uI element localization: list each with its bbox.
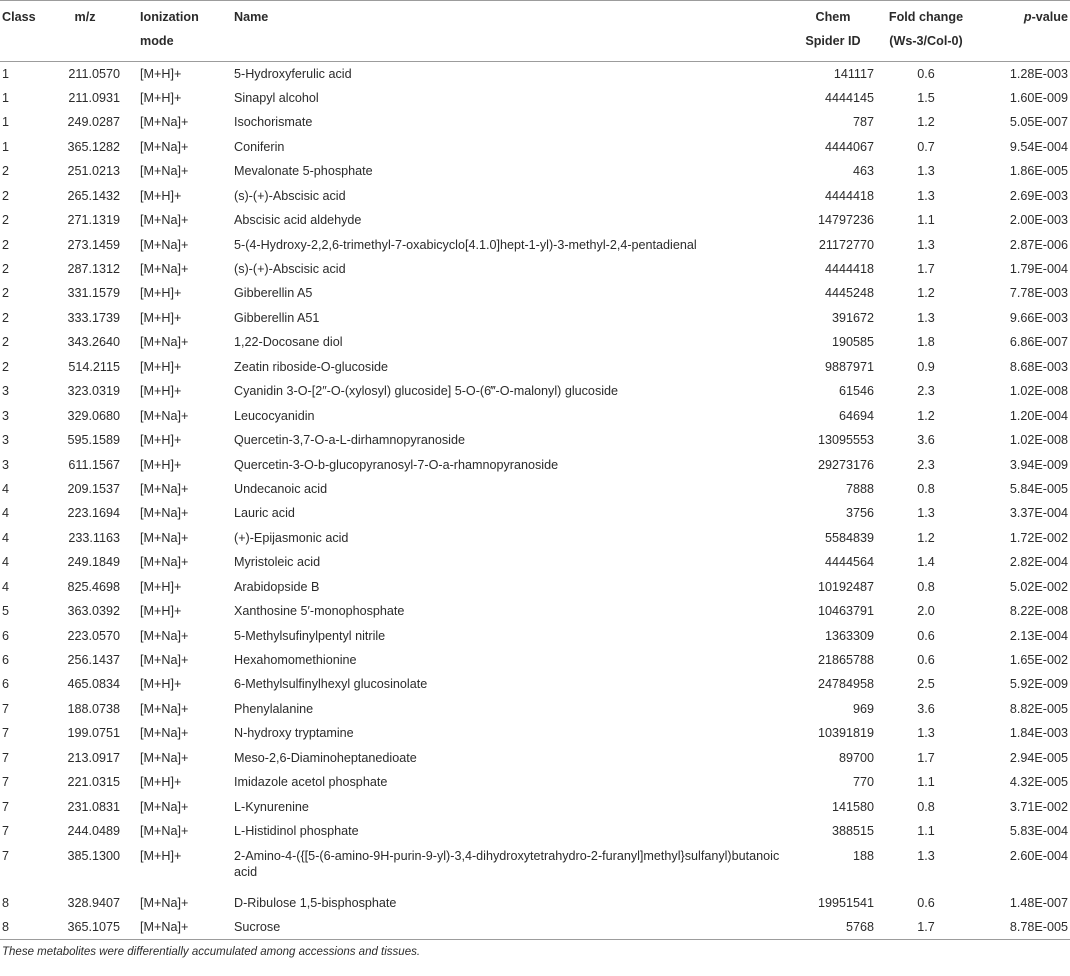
cell-ionization-mode: [M+H]+ [140, 775, 182, 790]
table-row [0, 795, 1070, 819]
cell-fold-change: 0.9 [917, 359, 935, 374]
cell-ionization-mode: [M+H]+ [140, 604, 182, 619]
cell-fold-change: 2.3 [917, 384, 935, 399]
cell-name: Sucrose [226, 915, 788, 939]
cell-chemspider-id: 89700 [838, 750, 874, 765]
cell-p-value: 1.02E-008 [1009, 384, 1068, 399]
table-row [0, 721, 1070, 745]
cell-class: 3 [2, 457, 10, 472]
cell-mz: 265.1432 [67, 188, 120, 203]
cell-mz: 363.0392 [67, 604, 120, 619]
cell-name: 1,22-Docosane diol [234, 335, 343, 350]
header-ionization-line1: Ionization [140, 10, 199, 24]
cell-class: 2 [2, 310, 10, 325]
cell-fold-change: 1.3 [917, 188, 935, 203]
cell-class: 4 [2, 506, 10, 521]
cell-p-value: 2.82E-004 [1009, 555, 1068, 570]
cell-chemspider-id: 388515 [831, 824, 874, 839]
cell-fold-change: 1.3 [917, 237, 935, 252]
cell-chemspider-id: 21172770 [818, 237, 874, 252]
table-row [0, 306, 1070, 330]
cell-mz: 333.1739 [67, 310, 120, 325]
cell-fold-change: 1.7 [917, 262, 935, 276]
cell-p-value: 1.48E-007 [1009, 895, 1068, 910]
cell-fold-change: 2.0 [917, 604, 935, 619]
cell-ionization-mode: [M+H]+ [140, 384, 182, 399]
cell-name: Cyanidin 3-O-[2″-O-(xylosyl) glucoside] 5-O-(6‴-O-malonyl) glucoside [234, 384, 619, 399]
cell-class: 1 [2, 115, 10, 130]
table-row [0, 672, 1070, 696]
cell-name: Quercetin-3-O-b-glucopyranosyl-7-O-a-rhamnopyranoside [234, 457, 559, 472]
cell-mz: 231.0831 [67, 799, 120, 814]
cell-ionization-mode: [M+Na]+ [140, 262, 189, 276]
cell-chemspider-id: 141580 [831, 799, 874, 814]
cell-fold-change: 3.6 [917, 433, 935, 448]
cell-fold-change: 3.6 [917, 701, 935, 716]
cell-fold-change: 1.7 [917, 750, 935, 765]
header-p-rest: -value [1031, 10, 1068, 24]
cell-p-value: 2.60E-004 [1009, 848, 1068, 863]
cell-chemspider-id: 463 [852, 164, 874, 179]
cell-ionization-mode: [M+Na]+ [140, 213, 189, 228]
cell-ionization-mode: [M+H]+ [140, 579, 182, 594]
cell-name: Myristoleic acid [234, 555, 321, 570]
table-row [0, 844, 1070, 891]
header-fold-change-line1: Fold change [888, 10, 964, 24]
cell-name: (s)-(+)-Abscisic acid [234, 262, 346, 276]
cell-p-value: 1.84E-003 [1009, 726, 1068, 741]
cell-chemspider-id: 4444067 [824, 139, 874, 154]
cell-chemspider-id: 5584839 [824, 530, 874, 545]
cell-fold-change: 1.1 [917, 213, 935, 228]
cell-name: 5-Methylsufinylpentyl nitrile [234, 628, 386, 643]
table-row [0, 819, 1070, 843]
cell-p-value: 1.60E-009 [1009, 90, 1068, 105]
table-row [0, 428, 1070, 452]
cell-p-value: 5.83E-004 [1009, 824, 1068, 839]
table-row [0, 281, 1070, 305]
cell-mz: 595.1589 [67, 433, 120, 448]
table-row [0, 599, 1070, 623]
cell-chemspider-id: 5768 [788, 915, 878, 939]
cell-p-value: 5.02E-002 [1009, 579, 1068, 594]
cell-chemspider-id: 24784958 [817, 677, 874, 692]
table-row [0, 697, 1070, 721]
cell-fold-change: 1.2 [917, 408, 935, 423]
table-row [0, 550, 1070, 574]
table-row [0, 110, 1070, 134]
header-fold-change-line2: (Ws-3/Col-0) [889, 34, 963, 48]
cell-chemspider-id: 969 [852, 701, 874, 716]
cell-class: 6 [2, 628, 10, 643]
cell-class: 7 [2, 799, 10, 814]
cell-class: 2 [2, 335, 10, 350]
cell-class: 2 [2, 237, 10, 252]
cell-name: Lauric acid [234, 506, 295, 521]
cell-chemspider-id: 188 [852, 848, 874, 863]
cell-chemspider-id: 4445248 [824, 286, 874, 301]
table-row [0, 526, 1070, 550]
cell-p-value: 1.79E-004 [1009, 262, 1068, 276]
cell-mz: 221.0315 [67, 775, 120, 790]
cell-mz: 251.0213 [67, 164, 120, 179]
cell-mz: 329.0680 [67, 408, 120, 423]
header-chemspider-id [788, 1, 878, 62]
cell-mz: 514.2115 [68, 359, 120, 374]
cell-fold-change: 0.8 [917, 579, 935, 594]
cell-chemspider-id: 10192487 [817, 579, 874, 594]
cell-p-value: 9.66E-003 [1009, 310, 1068, 325]
table-row [0, 233, 1070, 257]
cell-ionization-mode: [M+H]+ [140, 848, 182, 863]
cell-class: 2 [2, 164, 10, 179]
table-footnote: These metabolites were differentially accumulated among accessions and tissues. [2, 945, 421, 958]
cell-ionization-mode: [M+Na]+ [140, 895, 189, 910]
cell-class: 1 [2, 67, 10, 81]
cell-name: Gibberellin A51 [234, 310, 320, 325]
cell-chemspider-id: 190585 [831, 335, 874, 350]
cell-p-value: 2.87E-006 [1009, 237, 1068, 252]
table-row [0, 257, 1070, 281]
cell-ionization-mode: [M+H]+ [140, 359, 182, 374]
cell-name: Xanthosine 5′-monophosphate [234, 604, 405, 619]
cell-p-value: 1.02E-008 [1009, 433, 1068, 448]
cell-mz: 209.1537 [67, 481, 120, 496]
cell-class: 2 [2, 213, 10, 228]
table-row [0, 746, 1070, 770]
cell-p-value: 7.78E-003 [1009, 286, 1068, 301]
cell-ionization-mode: [M+Na]+ [140, 701, 189, 716]
table-row [0, 501, 1070, 525]
cell-fold-change: 1.2 [917, 115, 935, 130]
cell-p-value: 1.28E-003 [1009, 67, 1068, 81]
cell-chemspider-id: 7888 [845, 481, 874, 496]
cell-class: 4 [2, 530, 10, 545]
table-row [0, 575, 1070, 599]
cell-mz: 211.0570 [68, 67, 120, 81]
cell-mz: 343.2640 [67, 335, 120, 350]
cell-name: Arabidopside B [234, 579, 320, 594]
cell-p-value: 5.05E-007 [1009, 115, 1068, 130]
cell-name: L-Kynurenine [234, 799, 309, 814]
cell-ionization-mode: [M+H]+ [140, 433, 182, 448]
cell-name: Zeatin riboside-O-glucoside [234, 359, 388, 374]
table-row [0, 355, 1070, 379]
cell-fold-change: 1.3 [917, 726, 935, 741]
cell-fold-change: 2.3 [917, 457, 935, 472]
cell-class: 1 [2, 90, 10, 105]
header-ionization-mode [124, 1, 226, 62]
cell-fold-change: 0.6 [917, 653, 935, 667]
cell-chemspider-id: 19951541 [817, 895, 874, 910]
cell-fold-change: 1.2 [917, 530, 935, 545]
cell-ionization-mode: [M+H]+ [140, 67, 182, 81]
cell-p-value: 3.37E-004 [1009, 506, 1068, 521]
cell-chemspider-id: 3756 [845, 506, 874, 521]
table-row [0, 453, 1070, 477]
cell-mz: 465.0834 [67, 677, 120, 692]
cell-name: 5-Hydroxyferulic acid [234, 67, 352, 81]
cell-mz: 188.0738 [67, 701, 120, 716]
cell-class: 4 [2, 579, 10, 594]
header-chemspider-line2: Spider ID [805, 34, 861, 48]
cell-name: Isochorismate [234, 115, 313, 130]
header-chemspider-line1: Chem [815, 10, 851, 24]
cell-ionization-mode: [M+Na]+ [140, 628, 189, 643]
cell-p-value: 2.69E-003 [1009, 188, 1068, 203]
cell-ionization-mode: [M+Na]+ [140, 115, 189, 130]
table-row [0, 135, 1070, 159]
cell-name: N-hydroxy tryptamine [234, 726, 354, 741]
cell-class: 3 [2, 384, 10, 399]
cell-p-value: 4.32E-005 [1009, 775, 1068, 790]
cell-class: 4 [2, 555, 10, 570]
cell-ionization-mode: [M+H]+ [140, 310, 182, 325]
table-row [0, 159, 1070, 183]
header-name: Name [226, 1, 788, 62]
cell-name: Gibberellin A5 [234, 286, 313, 301]
header-fold-change [878, 1, 974, 62]
cell-ionization-mode: [M+H]+ [140, 457, 182, 472]
cell-mz: 365.1282 [67, 139, 120, 154]
table-row [0, 62, 1070, 86]
cell-class: 7 [2, 848, 10, 863]
cell-chemspider-id: 141117 [833, 67, 874, 81]
cell-name: Hexahomomethionine [234, 653, 357, 667]
cell-name: 5-(4-Hydroxy-2,2,6-trimethyl-7-oxabicyclo[4.1.0]hept-1-yl)-3-methyl-2,4-pentadienal [234, 237, 697, 252]
cell-mz: 611.1567 [68, 457, 120, 472]
cell-ionization-mode: [M+Na]+ [140, 726, 189, 741]
header-p-value [974, 1, 1070, 62]
cell-name: 2-Amino-4-({[5-(6-amino-9H-purin-9-yl)-3,4-dihydroxytetrahydro-2-furanyl]methyl}sulfanyl)butanoic acid [234, 848, 780, 879]
cell-name: Quercetin-3,7-O-a-L-dirhamnopyranoside [234, 433, 465, 448]
cell-name: Coniferin [234, 139, 285, 154]
header-mz: m/z [46, 1, 124, 62]
cell-p-value: 1.20E-004 [1009, 408, 1068, 423]
cell-ionization-mode: [M+Na]+ [140, 408, 189, 423]
cell-name: Imidazole acetol phosphate [234, 775, 388, 790]
cell-chemspider-id: 391672 [831, 310, 874, 325]
cell-ionization-mode: [M+H]+ [140, 90, 182, 105]
cell-mz: 365.1075 [46, 915, 124, 939]
cell-class: 3 [2, 433, 10, 448]
cell-ionization-mode: [M+Na]+ [140, 555, 189, 570]
cell-p-value: 1.72E-002 [1009, 530, 1068, 545]
cell-fold-change: 2.5 [917, 677, 935, 692]
cell-name: Meso-2,6-Diaminoheptanedioate [234, 750, 417, 765]
cell-mz: 331.1579 [67, 286, 120, 301]
cell-fold-change: 1.2 [917, 286, 935, 301]
cell-name: Leucocyanidin [234, 408, 315, 423]
cell-class: 1 [2, 139, 10, 154]
cell-ionization-mode: [M+Na]+ [140, 164, 189, 179]
cell-mz: 287.1312 [67, 262, 120, 276]
header-row [0, 1, 1070, 62]
cell-p-value: 6.86E-007 [1009, 335, 1068, 350]
cell-ionization-mode: [M+Na]+ [140, 335, 189, 350]
cell-class: 2 [2, 188, 10, 203]
cell-mz: 249.1849 [67, 555, 120, 570]
cell-ionization-mode: [M+Na]+ [140, 481, 189, 496]
table-row [0, 184, 1070, 208]
cell-ionization-mode: [M+Na]+ [140, 799, 189, 814]
cell-fold-change: 1.3 [917, 164, 935, 179]
cell-class: 7 [2, 726, 10, 741]
cell-mz: 199.0751 [67, 726, 120, 741]
cell-fold-change: 1.4 [917, 555, 935, 570]
cell-fold-change: 1.3 [917, 848, 935, 863]
cell-class: 6 [2, 653, 10, 667]
cell-p-value: 2.00E-003 [1009, 213, 1068, 228]
cell-p-value: 3.71E-002 [1009, 799, 1068, 814]
cell-chemspider-id: 4444418 [824, 262, 874, 276]
cell-class: 7 [2, 750, 10, 765]
cell-fold-change: 0.6 [917, 628, 935, 643]
cell-chemspider-id: 61546 [838, 384, 874, 399]
cell-p-value: 3.94E-009 [1009, 457, 1068, 472]
table-row [0, 891, 1070, 915]
cell-p-value: 8.68E-003 [1009, 359, 1068, 374]
cell-p-value: 8.22E-008 [1009, 604, 1068, 619]
cell-ionization-mode: [M+Na]+ [140, 750, 189, 765]
table-row [0, 404, 1070, 428]
table-row [0, 477, 1070, 501]
cell-fold-change: 0.8 [917, 481, 935, 496]
cell-mz: 323.0319 [67, 384, 120, 399]
cell-class: 7 [2, 824, 10, 839]
cell-class: 2 [2, 286, 10, 301]
cell-fold-change: 0.7 [917, 139, 935, 154]
cell-fold-change: 1.5 [917, 90, 935, 105]
cell-class: 7 [2, 775, 10, 790]
cell-class: 8 [0, 915, 46, 939]
cell-name: 6-Methylsulfinylhexyl glucosinolate [234, 677, 428, 692]
header-class: Class [0, 1, 46, 62]
cell-p-value: 2.13E-004 [1009, 628, 1068, 643]
cell-p-value: 2.94E-005 [1009, 750, 1068, 765]
cell-ionization-mode: [M+Na]+ [140, 237, 189, 252]
table-row [0, 208, 1070, 232]
cell-name: (s)-(+)-Abscisic acid [234, 188, 346, 203]
cell-ionization-mode: [M+Na]+ [140, 530, 189, 545]
cell-name: L-Histidinol phosphate [234, 824, 359, 839]
cell-chemspider-id: 10391819 [817, 726, 874, 741]
cell-chemspider-id: 29273176 [817, 457, 874, 472]
cell-mz: 825.4698 [67, 579, 120, 594]
cell-class: 6 [2, 677, 10, 692]
cell-fold-change: 1.3 [917, 310, 935, 325]
cell-chemspider-id: 14797236 [817, 213, 874, 228]
cell-ionization-mode: [M+Na]+ [140, 824, 189, 839]
cell-p-value: 5.92E-009 [1009, 677, 1068, 692]
cell-class: 2 [2, 359, 10, 374]
table-row [0, 330, 1070, 354]
cell-mz: 233.1163 [68, 530, 120, 545]
cell-mz: 385.1300 [67, 848, 120, 863]
cell-name: Abscisic acid aldehyde [234, 213, 362, 228]
cell-fold-change: 1.8 [917, 335, 935, 350]
cell-p-value: 1.65E-002 [1009, 653, 1068, 667]
cell-fold-change: 0.6 [917, 67, 935, 81]
cell-class: 2 [2, 262, 10, 276]
cell-fold-change: 0.8 [917, 799, 935, 814]
cell-chemspider-id: 64694 [838, 408, 874, 423]
cell-p-value: 5.84E-005 [1009, 481, 1068, 496]
cell-chemspider-id: 4444564 [824, 555, 874, 570]
table-row [0, 379, 1070, 403]
cell-p-value: 8.78E-005 [974, 915, 1070, 939]
table-row [0, 915, 1070, 939]
cell-mz: 223.0570 [67, 628, 120, 643]
table-row [0, 86, 1070, 110]
cell-class: 7 [2, 701, 10, 716]
cell-p-value: 1.86E-005 [1009, 164, 1068, 179]
cell-name: (+)-Epijasmonic acid [234, 530, 349, 545]
cell-mz: 273.1459 [67, 237, 120, 252]
cell-ionization-mode: [M+H]+ [140, 188, 182, 203]
table-row [0, 648, 1070, 672]
cell-ionization-mode: [M+H]+ [140, 677, 182, 692]
cell-ionization-mode: [M+Na]+ [124, 915, 226, 939]
cell-ionization-mode: [M+Na]+ [140, 506, 189, 521]
table-row [0, 624, 1070, 648]
cell-class: 3 [2, 408, 10, 423]
cell-p-value: 9.54E-004 [1009, 139, 1068, 154]
cell-chemspider-id: 13095553 [817, 433, 874, 448]
cell-class: 8 [2, 895, 10, 910]
cell-chemspider-id: 770 [852, 775, 874, 790]
cell-chemspider-id: 787 [852, 115, 874, 130]
cell-fold-change: 1.3 [917, 506, 935, 521]
cell-mz: 223.1694 [67, 506, 120, 521]
cell-mz: 249.0287 [67, 115, 120, 130]
cell-ionization-mode: [M+Na]+ [140, 653, 189, 667]
cell-class: 5 [2, 604, 10, 619]
cell-name: Phenylalanine [234, 701, 314, 716]
cell-name: Undecanoic acid [234, 481, 328, 496]
cell-fold-change: 1.1 [917, 824, 935, 839]
cell-mz: 271.1319 [67, 213, 120, 228]
cell-mz: 213.0917 [67, 750, 120, 765]
cell-class: 4 [2, 481, 10, 496]
cell-chemspider-id: 1363309 [824, 628, 874, 643]
cell-fold-change: 1.7 [878, 915, 974, 939]
header-p-italic: p [1023, 10, 1032, 24]
cell-fold-change: 1.1 [917, 775, 935, 790]
table-header [0, 1, 1070, 62]
cell-chemspider-id: 4444418 [824, 188, 874, 203]
cell-mz: 211.0931 [68, 90, 120, 105]
cell-fold-change: 0.6 [917, 895, 935, 910]
cell-mz: 256.1437 [67, 653, 120, 667]
cell-chemspider-id: 10463791 [817, 604, 874, 619]
cell-name: Sinapyl alcohol [234, 90, 319, 105]
cell-name: D-Ribulose 1,5-bisphosphate [234, 895, 397, 910]
cell-ionization-mode: [M+H]+ [140, 286, 182, 301]
table-body [0, 62, 1070, 940]
header-ionization-line2: mode [140, 34, 174, 48]
cell-p-value: 8.82E-005 [1009, 701, 1068, 716]
cell-chemspider-id: 4444145 [824, 90, 874, 105]
cell-chemspider-id: 9887971 [824, 359, 874, 374]
cell-mz: 244.0489 [67, 824, 120, 839]
cell-mz: 328.9407 [67, 895, 120, 910]
cell-name: Mevalonate 5-phosphate [234, 164, 373, 179]
cell-ionization-mode: [M+Na]+ [140, 139, 189, 154]
cell-chemspider-id: 21865788 [817, 653, 874, 667]
table-row [0, 770, 1070, 794]
